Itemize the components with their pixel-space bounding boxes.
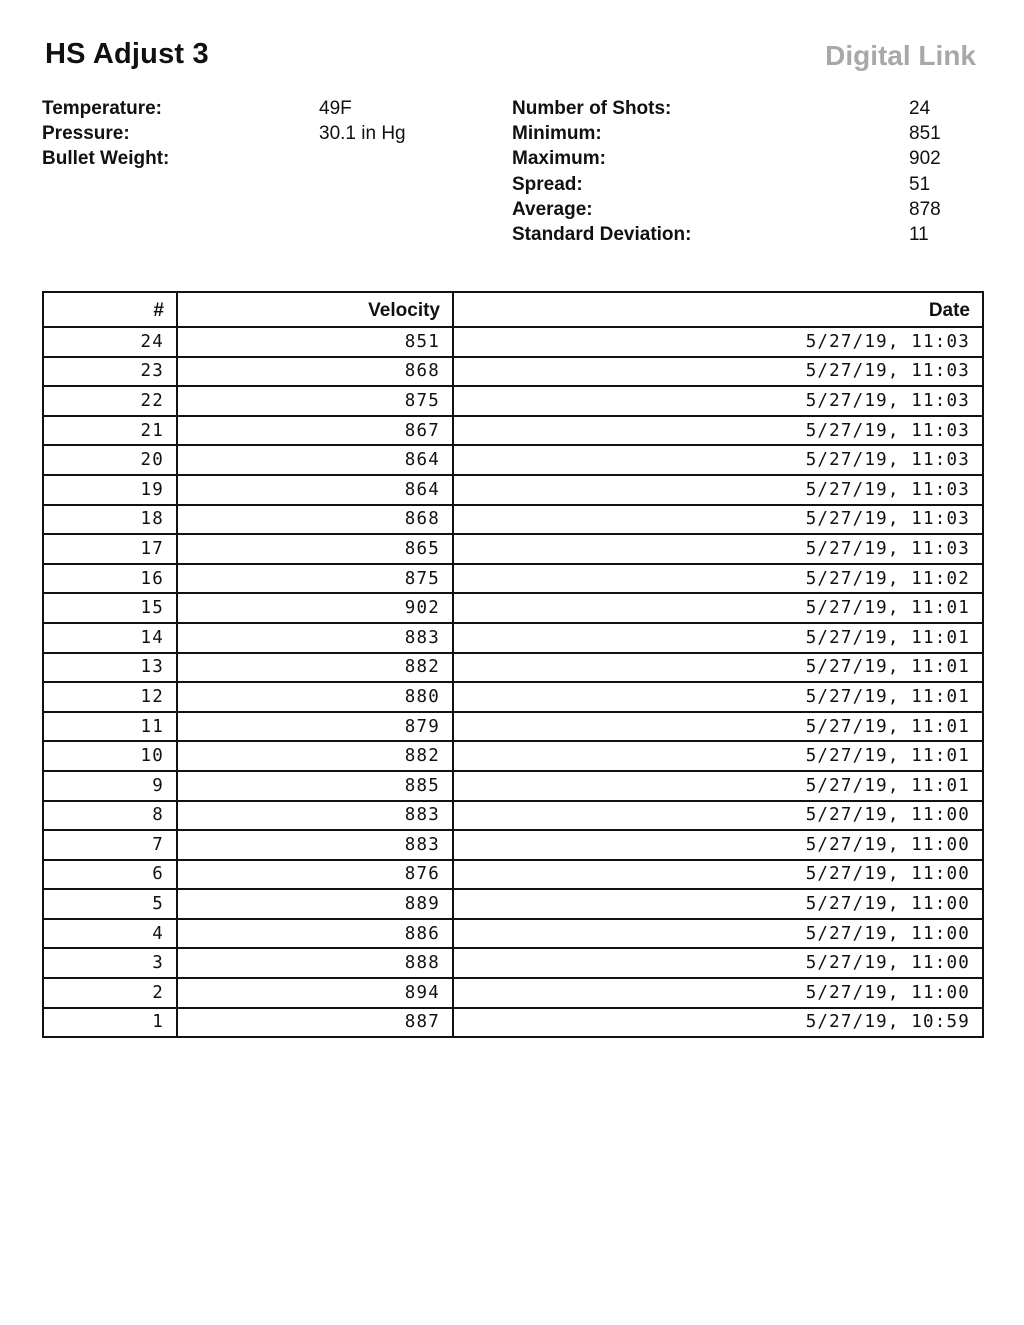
cell-number: 5: [43, 889, 177, 919]
cell-number: 14: [43, 623, 177, 653]
stat-value: 51: [909, 173, 931, 195]
cell-date: 5/27/19, 11:03: [453, 327, 983, 357]
condition-value: 30.1 in Hg: [319, 123, 406, 145]
cell-velocity: 888: [177, 948, 453, 978]
cell-number: 4: [43, 919, 177, 949]
cell-number: 3: [43, 948, 177, 978]
cell-number: 2: [43, 978, 177, 1008]
cell-velocity: 867: [177, 416, 453, 446]
cell-velocity: 882: [177, 653, 453, 683]
cell-velocity: 902: [177, 593, 453, 623]
column-header-velocity: Velocity: [177, 292, 453, 327]
cell-velocity: 864: [177, 445, 453, 475]
cell-velocity: 883: [177, 623, 453, 653]
cell-date: 5/27/19, 11:01: [453, 741, 983, 771]
cell-date: 5/27/19, 11:00: [453, 830, 983, 860]
cell-number: 11: [43, 712, 177, 742]
table-row: [43, 445, 983, 475]
cell-velocity: 875: [177, 386, 453, 416]
cell-number: 17: [43, 534, 177, 564]
condition-label: Temperature:: [42, 98, 163, 119]
cell-number: 1: [43, 1008, 177, 1038]
table-row: [43, 712, 983, 742]
stat-label: Number of Shots:: [512, 98, 672, 119]
condition-row-pressure: [42, 121, 462, 146]
cell-date: 5/27/19, 11:00: [453, 801, 983, 831]
cell-date: 5/27/19, 11:03: [453, 505, 983, 535]
table-row: [43, 534, 983, 564]
cell-velocity: 882: [177, 741, 453, 771]
table-row: [43, 386, 983, 416]
cell-number: 8: [43, 801, 177, 831]
cell-velocity: 887: [177, 1008, 453, 1038]
cell-date: 5/27/19, 11:03: [453, 534, 983, 564]
cell-date: 5/27/19, 11:00: [453, 978, 983, 1008]
cell-number: 13: [43, 653, 177, 683]
table-row: [43, 623, 983, 653]
table-row: [43, 830, 983, 860]
page-title: HS Adjust 3: [45, 38, 209, 70]
cell-velocity: 876: [177, 860, 453, 890]
table-row: [43, 801, 983, 831]
stat-row-average: [512, 197, 982, 222]
table-header-row: [43, 292, 983, 327]
cell-number: 7: [43, 830, 177, 860]
cell-number: 20: [43, 445, 177, 475]
cell-velocity: 886: [177, 919, 453, 949]
stat-row-number-of-shots: [512, 96, 982, 121]
cell-velocity: 889: [177, 889, 453, 919]
cell-velocity: 883: [177, 830, 453, 860]
table-row: [43, 682, 983, 712]
condition-label: Bullet Weight:: [42, 148, 170, 170]
cell-date: 5/27/19, 11:01: [453, 682, 983, 712]
cell-number: 6: [43, 860, 177, 890]
column-header-date: Date: [453, 292, 983, 327]
table-row: [43, 889, 983, 919]
cell-number: 10: [43, 741, 177, 771]
table-row: [43, 593, 983, 623]
stat-row-maximum: [512, 146, 982, 171]
table-row: [43, 741, 983, 771]
conditions-panel: [42, 96, 462, 172]
cell-date: 5/27/19, 11:00: [453, 919, 983, 949]
cell-date: 5/27/19, 11:03: [453, 416, 983, 446]
stat-label: Average:: [512, 198, 593, 220]
cell-velocity: 879: [177, 712, 453, 742]
cell-number: 24: [43, 327, 177, 357]
cell-date: 5/27/19, 11:01: [453, 623, 983, 653]
cell-number: 22: [43, 386, 177, 416]
table-row: [43, 327, 983, 357]
cell-number: 16: [43, 564, 177, 594]
cell-velocity: 864: [177, 475, 453, 505]
cell-velocity: 880: [177, 682, 453, 712]
cell-velocity: 875: [177, 564, 453, 594]
cell-number: 21: [43, 416, 177, 446]
cell-velocity: 868: [177, 357, 453, 387]
cell-date: 5/27/19, 11:03: [453, 386, 983, 416]
cell-velocity: 851: [177, 327, 453, 357]
cell-number: 23: [43, 357, 177, 387]
cell-velocity: 894: [177, 978, 453, 1008]
condition-row-temperature: [42, 96, 462, 121]
cell-number: 19: [43, 475, 177, 505]
table-row: [43, 771, 983, 801]
table-row: [43, 948, 983, 978]
stat-label: Standard Deviation:: [512, 223, 692, 245]
condition-value: 49F: [319, 98, 352, 119]
stat-value: 902: [909, 148, 941, 170]
brand-name: Digital Link: [825, 40, 976, 71]
condition-row-bullet-weight: [42, 146, 462, 171]
cell-number: 12: [43, 682, 177, 712]
cell-date: 5/27/19, 11:03: [453, 445, 983, 475]
table-row: [43, 564, 983, 594]
condition-label: Pressure:: [42, 123, 130, 145]
table-row: [43, 653, 983, 683]
cell-date: 5/27/19, 11:01: [453, 593, 983, 623]
cell-date: 5/27/19, 11:01: [453, 771, 983, 801]
column-header-number: #: [43, 292, 177, 327]
stat-label: Spread:: [512, 173, 583, 195]
cell-date: 5/27/19, 11:00: [453, 889, 983, 919]
cell-date: 5/27/19, 11:01: [453, 712, 983, 742]
stat-row-spread: [512, 172, 982, 197]
stat-label: Minimum:: [512, 123, 602, 145]
stat-value: 878: [909, 198, 941, 220]
cell-date: 5/27/19, 11:02: [453, 564, 983, 594]
cell-date: 5/27/19, 11:00: [453, 860, 983, 890]
cell-velocity: 865: [177, 534, 453, 564]
stat-row-minimum: [512, 121, 982, 146]
table-row: [43, 978, 983, 1008]
cell-date: 5/27/19, 11:00: [453, 948, 983, 978]
stat-value: 24: [909, 98, 931, 119]
table-row: [43, 1008, 983, 1038]
cell-number: 9: [43, 771, 177, 801]
cell-velocity: 868: [177, 505, 453, 535]
stat-value: 851: [909, 123, 941, 145]
cell-velocity: 883: [177, 801, 453, 831]
shots-table: [42, 291, 984, 1038]
cell-date: 5/27/19, 10:59: [453, 1008, 983, 1038]
stat-label: Maximum:: [512, 148, 606, 170]
cell-number: 15: [43, 593, 177, 623]
table-row: [43, 919, 983, 949]
table-row: [43, 357, 983, 387]
cell-number: 18: [43, 505, 177, 535]
cell-date: 5/27/19, 11:01: [453, 653, 983, 683]
stat-value: 11: [909, 223, 929, 245]
cell-date: 5/27/19, 11:03: [453, 475, 983, 505]
table-row: [43, 475, 983, 505]
table-row: [43, 416, 983, 446]
cell-date: 5/27/19, 11:03: [453, 357, 983, 387]
table-row: [43, 860, 983, 890]
table-row: [43, 505, 983, 535]
statistics-panel: [512, 96, 982, 247]
cell-velocity: 885: [177, 771, 453, 801]
stat-row-standard-deviation: [512, 222, 982, 247]
